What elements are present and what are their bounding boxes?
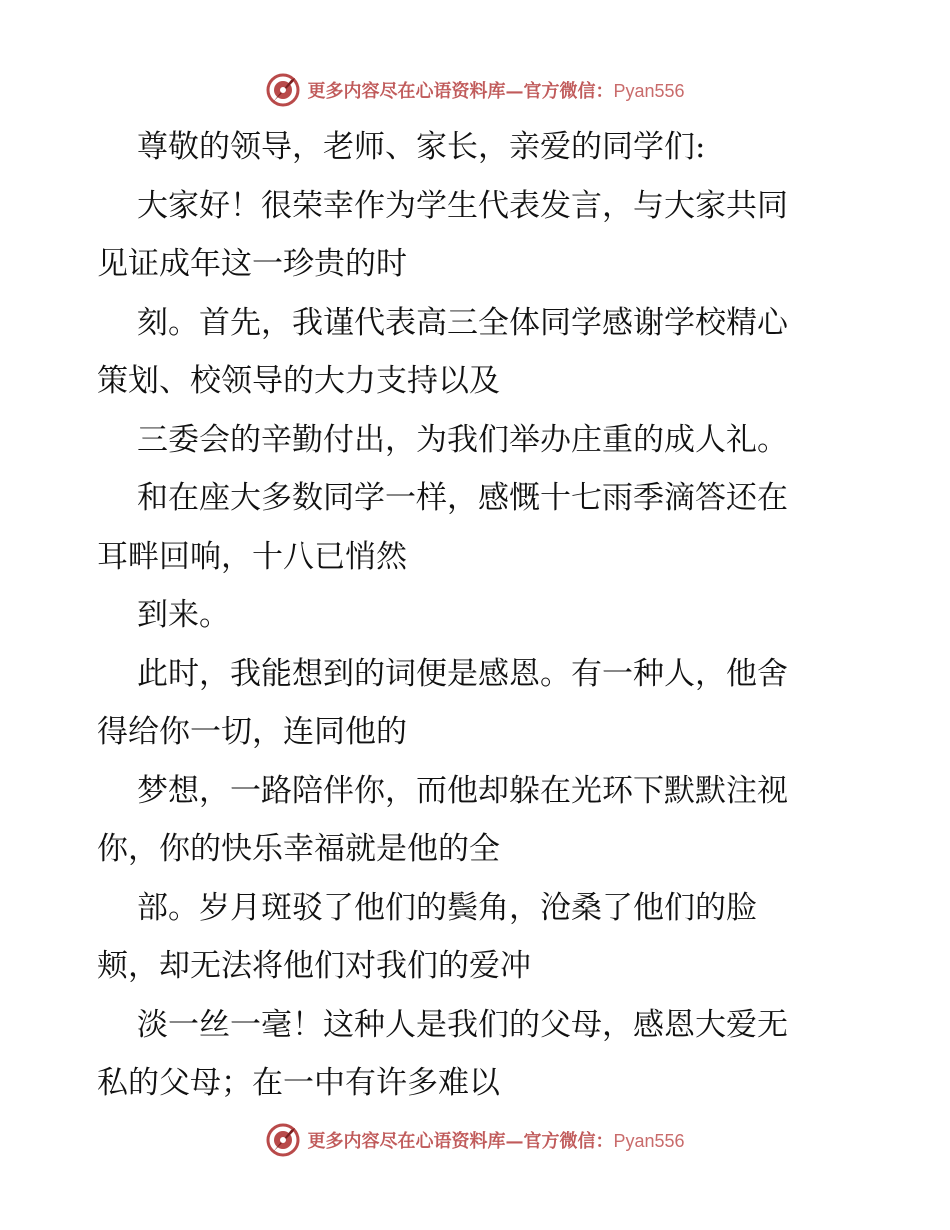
paragraph-line: 得给你一切，连同他的 <box>97 714 407 750</box>
paragraph-line: 见证成年这一珍贵的时 <box>97 246 407 282</box>
paragraph-line: 和在座大多数同学一样，感慨十七雨季滴答还在 <box>137 480 788 516</box>
paragraph <box>97 586 877 645</box>
paragraph-line: 大家好！很荣幸作为学生代表发言，与大家共同 <box>137 187 788 224</box>
paragraph <box>97 996 877 1113</box>
paragraph-line: 私的父母；在一中有许多难以 <box>97 1065 500 1101</box>
paragraph-line: 部。岁月斑驳了他们的鬓角，沧桑了他们的脸 <box>137 889 757 926</box>
header-banner-text: 更多内容尽在心语资料库—官方微信：Pyan556 <box>307 81 685 102</box>
paragraph-line: 颊，却无法将他们对我们的爱冲 <box>97 948 531 984</box>
paragraph <box>97 879 877 996</box>
header-banner <box>0 70 950 110</box>
paragraph-line: 尊敬的领导，老师、家长，亲爱的同学们: <box>137 129 706 165</box>
paragraph <box>97 645 877 762</box>
footer-banner <box>0 1120 950 1160</box>
paragraph-line: 耳畔回响，十八已悄然 <box>97 538 407 575</box>
paragraph <box>97 469 877 586</box>
quill-logo-icon <box>265 1122 301 1158</box>
paragraph-line: 梦想，一路陪伴你，而他却躲在光环下默默注视 <box>137 772 788 809</box>
paragraph-line: 此时，我能想到的词便是感恩。有一种人，他舍 <box>137 655 788 692</box>
footer-banner-text: 更多内容尽在心语资料库—官方微信：Pyan556 <box>307 1131 685 1152</box>
paragraph <box>97 118 877 177</box>
paragraph <box>97 411 877 470</box>
paragraph-line: 你，你的快乐幸福就是他的全 <box>97 831 500 867</box>
wechat-account: Pyan556 <box>613 1131 685 1151</box>
paragraph-line: 三委会的辛勤付出，为我们举办庄重的成人礼。 <box>137 421 788 458</box>
quill-logo-icon <box>265 72 301 108</box>
paragraph-line: 淡一丝一毫！这种人是我们的父母，感恩大爱无 <box>137 1006 788 1043</box>
wechat-account: Pyan556 <box>613 81 685 101</box>
paragraph <box>97 177 877 294</box>
paragraph-line: 策划、校领导的大力支持以及 <box>97 363 500 399</box>
paragraph <box>97 762 877 879</box>
paragraph-line: 刻。首先，我谨代表高三全体同学感谢学校精心 <box>137 304 788 341</box>
document-body <box>97 118 877 1113</box>
paragraph-line: 到来。 <box>137 597 230 633</box>
paragraph <box>97 294 877 411</box>
